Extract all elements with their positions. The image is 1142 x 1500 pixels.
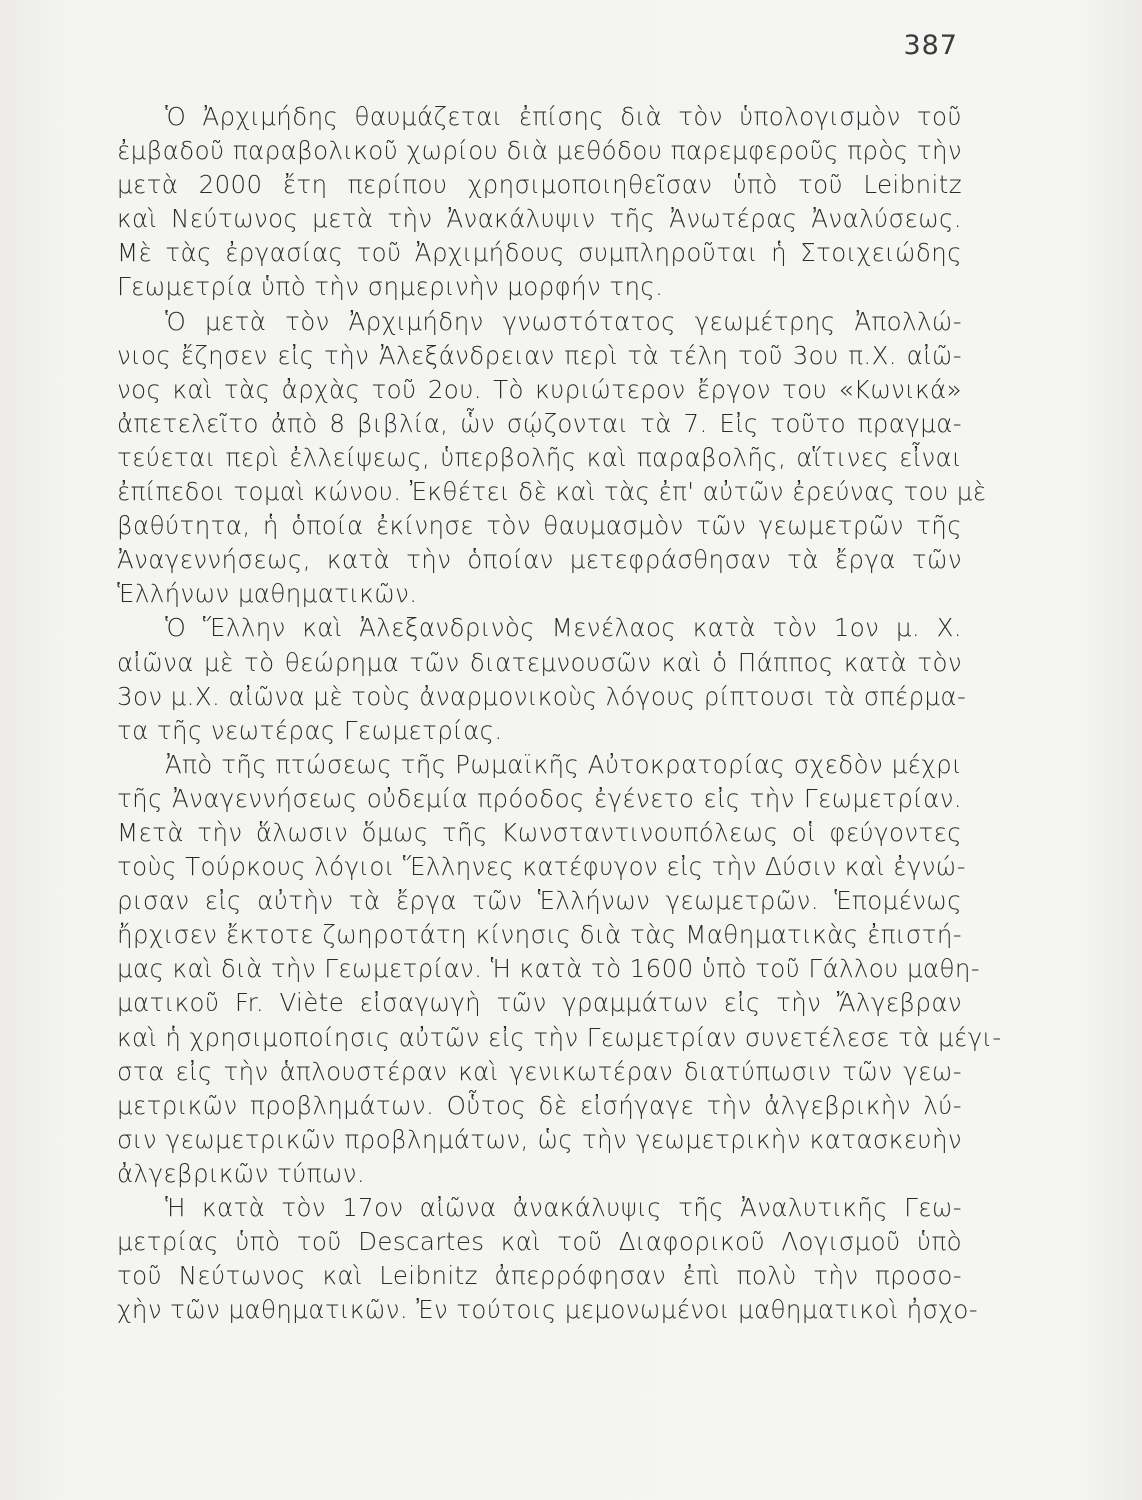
paragraph-3 [117,611,967,747]
text-line: ἤρχισεν ἔκτοτε ζωηροτάτη κίνησις διὰ τὰς Μαθηματικὰς ἐπιστή- [117,920,962,950]
paragraph-2 [117,305,987,612]
text-line: τεύεται περὶ ἐλλείψεως, ὑπερβολῆς καὶ παραβολῆς, αἵτινες εἶναι [117,442,962,472]
text-line: Ὁ Ἀρχιμήδης θαυμάζεται ἐπίσης διὰ τὸν ὑπολογισμὸν τοῦ [165,102,962,131]
text-line: ἀλγεβρικῶν τύπων. [117,1158,366,1188]
text-line: Μετὰ τὴν ἅλωσιν ὅμως τῆς Κωνσταντινουπόλεως οἱ φεύγοντες [117,817,962,847]
text-line: ἀπετελεῖτο ἀπὸ 8 βιβλία, ὧν σῴζονται τὰ 7. Εἰς τοῦτο πραγμα- [117,408,962,438]
text-line: ρισαν εἰς αὐτὴν τὰ ἔργα τῶν Ἑλλήνων γεωμετρῶν. Ἑπομένως [117,886,962,916]
text-line: σιν γεωμετρικῶν προβλημάτων, ὡς τὴν γεωμετρικὴν κατασκευὴν [117,1124,962,1154]
text-line: Ἡ κατὰ τὸν 17ον αἰῶνα ἀνακάλυψις τῆς Ἀναλυτικῆς Γεω- [165,1193,962,1222]
text-line: νιος ἔζησεν εἰς τὴν Ἀλεξάνδρειαν περὶ τὰ τέλη τοῦ 3ου π.Χ. αἰῶ- [117,340,962,370]
paragraph-5 [117,1191,979,1327]
text-line: ἐπίπεδοι τομαὶ κώνου. Ἐκθέτει δὲ καὶ τὰς ἐπ' αὐτῶν ἐρεύνας του μὲ [117,477,987,507]
text-line: χὴν τῶν μαθηματικῶν. Ἐν τούτοις μεμονωμένοι μαθηματικοὶ ἠσχο- [117,1295,979,1325]
text-line: στα εἰς τὴν ἁπλουστέραν καὶ γενικωτέραν διατύπωσιν τῶν γεω- [117,1056,962,1086]
text-line: μετρικῶν προβλημάτων. Οὗτος δὲ εἰσήγαγε τὴν ἀλγεβρικὴν λύ- [117,1090,962,1120]
text-line: τῆς Ἀναγεννήσεως οὐδεμία πρόοδος ἐγένετο εἰς τὴν Γεωμετρίαν. [117,783,962,813]
text-line: τοὺς Τούρκους λόγιοι Ἕλληνες κατέφυγον εἰς τὴν Δύσιν καὶ ἐγνώ- [117,852,966,882]
page-number: 387 [903,30,958,61]
text-line: μας καὶ διὰ τὴν Γεωμετρίαν. Ἡ κατὰ τὸ 1600 ὑπὸ τοῦ Γάλλου μαθη- [117,954,981,984]
text-line: ἐμβαδοῦ παραβολικοῦ χωρίου διὰ μεθόδου παρεμφεροῦς πρὸς τὴν [117,136,962,166]
text-line: Ὁ Ἕλλην καὶ Ἀλεξανδρινὸς Μενέλαος κατὰ τὸν 1ον μ. Χ. [165,613,962,643]
text-line: αἰῶνα μὲ τὸ θεώρημα τῶν διατεμνουσῶν καὶ ὁ Πάππος κατὰ τὸν [117,647,962,677]
text-line: νος καὶ τὰς ἀρχὰς τοῦ 2ου. Τὸ κυριώτερον ἔργον του «Κωνικά» [117,374,962,404]
paragraph-1 [117,100,962,305]
text-line: τα τῆς νεωτέρας Γεωμετρίας. [117,715,503,745]
text-line: Ἀναγεννήσεως, κατὰ τὴν ὁποίαν μετεφράσθησαν τὰ ἔργα τῶν [117,545,962,575]
text-line: 3ον μ.Χ. αἰῶνα μὲ τοὺς ἀναρμονικοὺς λόγους ρίπτουσι τὰ σπέρμα- [117,681,967,711]
paragraph-4 [117,748,1002,1191]
text-line: μετρίας ὑπὸ τοῦ Descartes καὶ τοῦ Διαφορικοῦ Λογισμοῦ ὑπὸ [117,1227,962,1257]
text-line: μετὰ 2000 ἔτη περίπου χρησιμοποιηθεῖσαν ὑπὸ τοῦ Leibnitz [117,170,962,200]
text-line: Ἑλλήνων μαθηματικῶν. [117,579,418,609]
text-line: ματικοῦ Fr. Viète εἰσαγωγὴ τῶν γραμμάτων εἰς τὴν Ἄλγεβραν [117,988,962,1018]
text-line: Μὲ τὰς ἐργασίας τοῦ Ἀρχιμήδους συμπληροῦται ἡ Στοιχειώδης [117,238,962,268]
text-line: καὶ ἡ χρησιμοποίησις αὐτῶν εἰς τὴν Γεωμετρίαν συνετέλεσε τὰ μέγι- [117,1022,1002,1052]
text-line: Ἀπὸ τῆς πτώσεως τῆς Ρωμαϊκῆς Αὐτοκρατορίας σχεδὸν μέχρι [165,749,962,779]
body-text [117,100,1002,1327]
text-line: Γεωμετρία ὑπὸ τὴν σημερινὴν μορφήν της. [117,272,664,302]
text-line: Ὁ μετὰ τὸν Ἀρχιμήδην γνωστότατος γεωμέτρης Ἀπολλώ- [165,306,962,336]
text-line: καὶ Νεύτωνος μετὰ τὴν Ἀνακάλυψιν τῆς Ἀνωτέρας Ἀναλύσεως. [117,204,962,234]
text-line: τοῦ Νεύτωνος καὶ Leibnitz ἀπερρόφησαν ἐπὶ πολὺ τὴν προσο- [117,1261,962,1291]
text-line: βαθύτητα, ἡ ὁποία ἐκίνησε τὸν θαυμασμὸν τῶν γεωμετρῶν τῆς [117,511,962,541]
